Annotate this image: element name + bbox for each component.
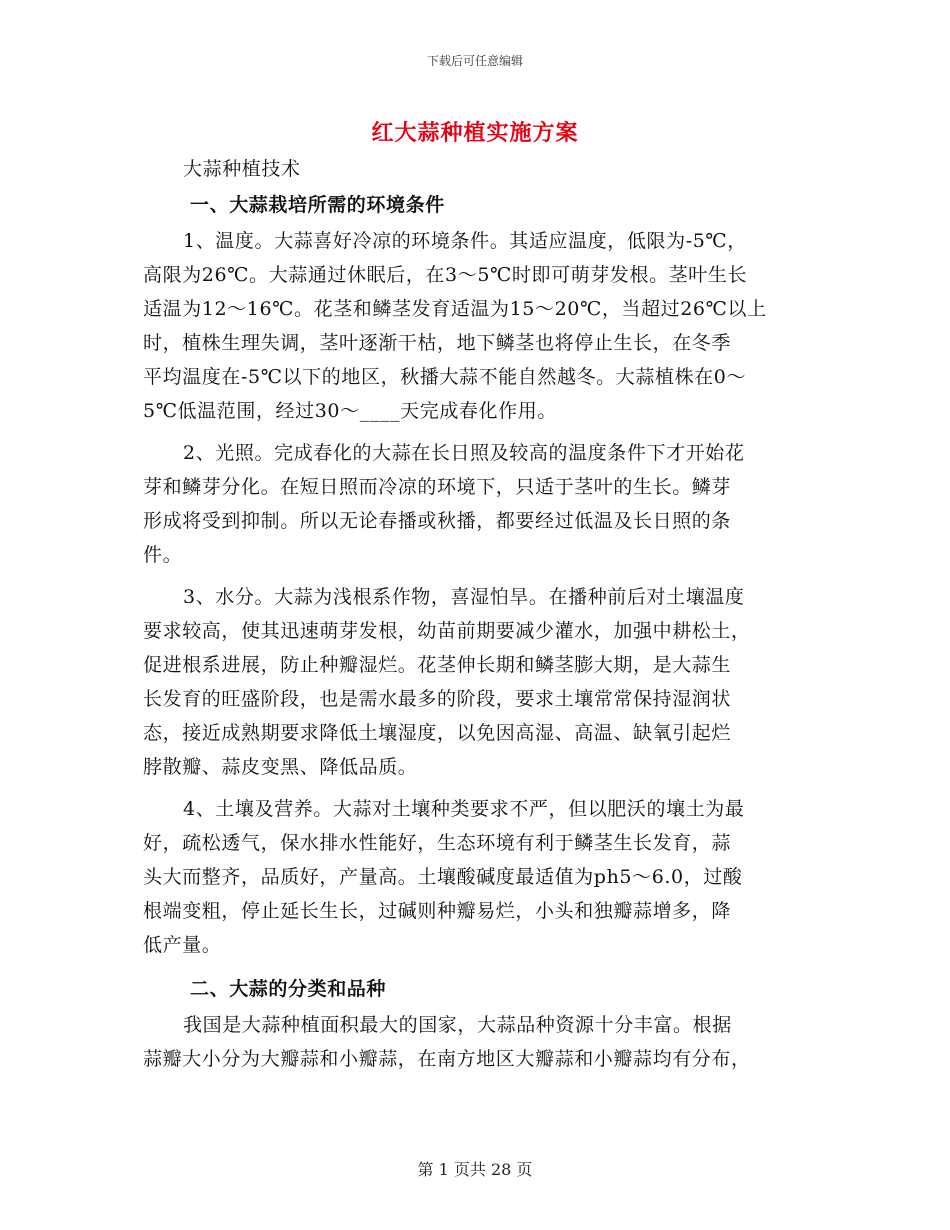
paragraph-line: 芽和鳞芽分化。在短日照而冷凉的环境下，只适于茎叶的生长。鳞芽: [143, 476, 732, 498]
paragraph-water: [143, 580, 807, 784]
paragraph-line: 态，接近成熟期要求降低土壤湿度，以免因高湿、高温、缺氧引起烂: [143, 722, 732, 744]
paragraph-line: 促进根系进展，防止种瓣湿烂。花茎伸长期和鳞茎膨大期，是大蒜生: [143, 654, 732, 676]
paragraph-line: 件。: [143, 544, 183, 566]
paragraph-line: 好，疏松透气，保水排水性能好，生态环境有利于鳞茎生长发育，蒜: [143, 832, 732, 854]
paragraph-line: 平均温度在-5℃以下的地区，秋播大蒜不能自然越冬。大蒜植株在0～: [143, 366, 747, 388]
document-title: 红大蒜种植实施方案: [371, 120, 579, 146]
paragraph-line: 我国是大蒜种植面积最大的国家，大蒜品种资源十分丰富。根据: [183, 1014, 732, 1036]
paragraph-light: [143, 436, 807, 572]
paragraph-line: 形成将受到抑制。所以无论春播或秋播，都要经过低温及长日照的条: [143, 510, 732, 532]
paragraph-line: 脖散瓣、蒜皮变黑、降低品质。: [143, 756, 418, 778]
subtitle: 大蒜种植技术: [183, 158, 301, 180]
paragraph-line: 头大而整齐，品质好，产量高。土壤酸碱度最适值为ph5～6.0，过酸: [143, 866, 743, 888]
paragraph-line: 高限为26℃。大蒜通过休眠后，在3～5℃时即可萌芽发根。茎叶生长: [143, 264, 748, 286]
paragraph-line: 1、温度。大蒜喜好冷凉的环境条件。其适应温度，低限为-5℃，: [183, 230, 747, 252]
page-footer: 第 1 页共 28 页: [417, 1160, 533, 1179]
paragraph-soil: [143, 792, 807, 962]
section-heading-1: 一、大蒜栽培所需的环境条件: [190, 194, 445, 216]
paragraph-line: 5℃低温范围，经过30～____天完成春化作用。: [143, 400, 557, 422]
paragraph-line: 时，植株生理失调，茎叶逐渐干枯，地下鳞茎也将停止生长，在冬季: [143, 332, 732, 354]
paragraph-line: 2、光照。完成春化的大蒜在长日照及较高的温度条件下才开始花: [183, 442, 745, 464]
page-header: 下载后可任意编辑: [426, 54, 523, 68]
paragraph-line: 4、土壤及营养。大蒜对土壤种类要求不严，但以肥沃的壤土为最: [183, 798, 745, 820]
paragraph-line: 长发育的旺盛阶段，也是需水最多的阶段，要求土壤常常保持湿润状: [143, 688, 732, 710]
document-body: [143, 152, 807, 1084]
paragraph-varieties: [143, 1008, 807, 1076]
paragraph-line: 低产量。: [143, 934, 222, 956]
paragraph-line: 蒜瓣大小分为大瓣蒜和小瓣蒜，在南方地区大瓣蒜和小瓣蒜均有分布，: [143, 1048, 751, 1070]
section-heading-2: 二、大蒜的分类和品种: [190, 978, 387, 1000]
paragraph-line: 3、水分。大蒜为浅根系作物，喜湿怕旱。在播种前后对土壤温度: [183, 586, 745, 608]
paragraph-line: 要求较高，使其迅速萌芽发根，幼苗前期要减少灌水，加强中耕松土，: [143, 620, 751, 642]
paragraph-line: 根端变粗，停止延长生长，过碱则种瓣易烂，小头和独瓣蒜增多，降: [143, 900, 732, 922]
paragraph-temperature: [143, 224, 807, 428]
paragraph-line: 适温为12～16℃。花茎和鳞茎发育适温为15～20℃，当超过26℃以上: [143, 298, 767, 320]
